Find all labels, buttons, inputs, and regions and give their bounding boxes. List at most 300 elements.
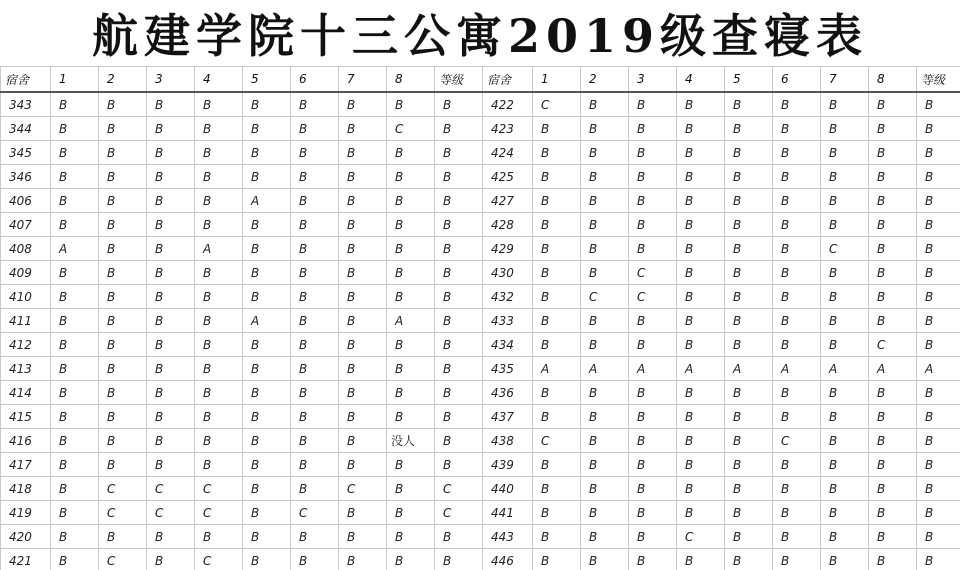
bed-rating-cell: B [869, 477, 917, 501]
bed-rating-cell: B [773, 285, 821, 309]
bed-rating-cell: B [339, 357, 387, 381]
bed-rating-cell: B [581, 477, 629, 501]
header-cell: 等级 [917, 67, 960, 92]
bed-rating-cell: B [291, 165, 339, 189]
bed-rating-cell: B [581, 453, 629, 477]
bed-rating-cell: A [195, 237, 243, 261]
bed-rating-cell: B [147, 237, 195, 261]
table-row [1, 261, 960, 285]
bed-rating-cell: B [725, 285, 773, 309]
bed-rating-cell: B [629, 237, 677, 261]
room-number-cell: 418 [1, 477, 51, 501]
table-row [1, 189, 960, 213]
grade-cell: A [917, 357, 960, 381]
bed-rating-cell: B [869, 381, 917, 405]
bed-rating-cell: B [821, 501, 869, 525]
bed-rating-cell: C [387, 117, 435, 141]
bed-rating-cell: B [387, 165, 435, 189]
bed-rating-cell: B [869, 429, 917, 453]
grade-cell: B [435, 261, 483, 285]
bed-rating-cell: B [725, 501, 773, 525]
room-number-cell: 428 [483, 213, 533, 237]
bed-rating-cell: B [581, 189, 629, 213]
bed-rating-cell: C [533, 92, 581, 117]
bed-rating-cell: B [195, 213, 243, 237]
bed-rating-cell: B [773, 237, 821, 261]
bed-rating-cell: B [387, 453, 435, 477]
grade-cell: B [917, 405, 960, 429]
bed-rating-cell: B [629, 92, 677, 117]
bed-rating-cell: B [99, 141, 147, 165]
bed-rating-cell: B [629, 117, 677, 141]
grade-cell: B [917, 549, 960, 570]
bed-rating-cell: B [725, 405, 773, 429]
bed-rating-cell: B [869, 189, 917, 213]
grade-cell: B [917, 189, 960, 213]
bed-rating-cell: C [581, 285, 629, 309]
bed-rating-cell: B [677, 92, 725, 117]
bed-rating-cell: C [533, 429, 581, 453]
bed-rating-cell: C [99, 477, 147, 501]
bed-rating-cell: B [821, 381, 869, 405]
table-row [1, 405, 960, 429]
bed-rating-cell: B [821, 525, 869, 549]
bed-rating-cell: B [291, 477, 339, 501]
bed-rating-cell: B [677, 189, 725, 213]
bed-rating-cell: B [725, 237, 773, 261]
bed-rating-cell: B [99, 381, 147, 405]
header-cell: 4 [677, 67, 725, 92]
bed-rating-cell: B [533, 117, 581, 141]
bed-rating-cell: B [581, 333, 629, 357]
bed-rating-cell: B [243, 141, 291, 165]
bed-rating-cell: B [51, 357, 99, 381]
bed-rating-cell: B [99, 309, 147, 333]
bed-rating-cell: C [629, 261, 677, 285]
bed-rating-cell: B [339, 261, 387, 285]
bed-rating-cell: B [629, 309, 677, 333]
bed-rating-cell: B [195, 117, 243, 141]
header-cell: 7 [821, 67, 869, 92]
bed-rating-cell: B [195, 405, 243, 429]
bed-rating-cell: C [195, 477, 243, 501]
grade-cell: B [917, 213, 960, 237]
bed-rating-cell: B [99, 92, 147, 117]
sheet-title: 航建学院十三公寓2019级查寝表 [0, 0, 960, 67]
grade-cell: B [917, 309, 960, 333]
table-row [1, 549, 960, 570]
bed-rating-cell: B [243, 477, 291, 501]
bed-rating-cell: C [195, 549, 243, 570]
bed-rating-cell: A [243, 189, 291, 213]
bed-rating-cell: A [677, 357, 725, 381]
grade-cell: B [917, 525, 960, 549]
room-number-cell: 429 [483, 237, 533, 261]
grade-cell: B [435, 141, 483, 165]
bed-rating-cell: B [243, 501, 291, 525]
bed-rating-cell: B [339, 429, 387, 453]
grade-cell: B [917, 92, 960, 117]
bed-rating-cell: B [533, 189, 581, 213]
bed-rating-cell: B [581, 405, 629, 429]
room-number-cell: 412 [1, 333, 51, 357]
bed-rating-cell: B [677, 285, 725, 309]
bed-rating-cell: B [387, 525, 435, 549]
bed-rating-cell: B [99, 213, 147, 237]
bed-rating-cell: B [339, 165, 387, 189]
bed-rating-cell: B [869, 141, 917, 165]
grade-cell: B [917, 261, 960, 285]
bed-rating-cell: B [581, 117, 629, 141]
room-number-cell: 413 [1, 357, 51, 381]
header-cell: 5 [243, 67, 291, 92]
bed-rating-cell: B [195, 381, 243, 405]
bed-rating-cell: B [291, 141, 339, 165]
room-number-cell: 433 [483, 309, 533, 333]
room-number-cell: 417 [1, 453, 51, 477]
bed-rating-cell: B [99, 261, 147, 285]
bed-rating-cell: B [725, 429, 773, 453]
bed-rating-cell: B [99, 165, 147, 189]
bed-rating-cell: B [339, 237, 387, 261]
room-number-cell: 406 [1, 189, 51, 213]
bed-rating-cell: B [387, 333, 435, 357]
bed-rating-cell: B [147, 213, 195, 237]
bed-rating-cell: B [869, 405, 917, 429]
bed-rating-cell: B [725, 333, 773, 357]
bed-rating-cell: B [99, 285, 147, 309]
bed-rating-cell: B [533, 309, 581, 333]
bed-rating-cell: B [533, 549, 581, 570]
grade-cell: B [435, 357, 483, 381]
bed-rating-cell: B [243, 261, 291, 285]
bed-rating-cell: B [147, 357, 195, 381]
bed-rating-cell: B [869, 261, 917, 285]
bed-rating-cell: B [99, 189, 147, 213]
bed-rating-cell: B [51, 405, 99, 429]
bed-rating-cell: C [773, 429, 821, 453]
room-number-cell: 415 [1, 405, 51, 429]
bed-rating-cell: B [773, 333, 821, 357]
room-number-cell: 343 [1, 92, 51, 117]
bed-rating-cell: B [243, 237, 291, 261]
bed-rating-cell: B [339, 501, 387, 525]
bed-rating-cell: B [581, 237, 629, 261]
grade-cell: B [917, 285, 960, 309]
room-number-cell: 425 [483, 165, 533, 189]
bed-rating-cell: B [51, 165, 99, 189]
bed-rating-cell: B [243, 357, 291, 381]
bed-rating-cell: B [291, 189, 339, 213]
bed-rating-cell: B [581, 429, 629, 453]
bed-rating-cell: B [387, 549, 435, 570]
room-number-cell: 434 [483, 333, 533, 357]
header-cell: 2 [581, 67, 629, 92]
room-number-cell: 430 [483, 261, 533, 285]
bed-rating-cell: B [51, 285, 99, 309]
grade-cell: B [435, 213, 483, 237]
grade-cell: B [435, 333, 483, 357]
grade-cell: B [917, 237, 960, 261]
bed-rating-cell: B [195, 453, 243, 477]
bed-rating-cell: B [821, 429, 869, 453]
bed-rating-cell: B [725, 213, 773, 237]
bed-rating-cell: B [533, 237, 581, 261]
bed-rating-cell: B [243, 381, 291, 405]
header-cell: 3 [147, 67, 195, 92]
bed-rating-cell: B [147, 525, 195, 549]
bed-rating-cell: B [629, 141, 677, 165]
bed-rating-cell: B [291, 357, 339, 381]
room-number-cell: 422 [483, 92, 533, 117]
bed-rating-cell: B [869, 92, 917, 117]
bed-rating-cell: B [773, 405, 821, 429]
bed-rating-cell: B [725, 453, 773, 477]
bed-rating-cell: B [725, 117, 773, 141]
room-number-cell: 421 [1, 549, 51, 570]
room-number-cell: 420 [1, 525, 51, 549]
bed-rating-cell: B [821, 92, 869, 117]
table-row [1, 429, 960, 453]
bed-rating-cell: B [533, 213, 581, 237]
room-number-cell: 344 [1, 117, 51, 141]
bed-rating-cell: C [99, 501, 147, 525]
header-cell: 宿舍 [483, 67, 533, 92]
bed-rating-cell: B [387, 261, 435, 285]
bed-rating-cell: B [147, 189, 195, 213]
bed-rating-cell: A [725, 357, 773, 381]
bed-rating-cell: B [339, 405, 387, 429]
bed-rating-cell: B [51, 477, 99, 501]
grade-cell: B [435, 525, 483, 549]
bed-rating-cell: A [773, 357, 821, 381]
room-number-cell: 414 [1, 381, 51, 405]
bed-rating-cell: B [387, 405, 435, 429]
bed-rating-cell: C [99, 549, 147, 570]
room-number-cell: 439 [483, 453, 533, 477]
bed-rating-cell: B [147, 92, 195, 117]
bed-rating-cell: B [677, 309, 725, 333]
bed-rating-cell: B [147, 261, 195, 285]
room-number-cell: 408 [1, 237, 51, 261]
table-row [1, 501, 960, 525]
bed-rating-cell: A [533, 357, 581, 381]
grade-cell: C [435, 501, 483, 525]
bed-rating-cell: B [773, 213, 821, 237]
bed-rating-cell: A [869, 357, 917, 381]
bed-rating-cell: B [291, 117, 339, 141]
bed-rating-cell: B [147, 117, 195, 141]
bed-rating-cell: B [581, 165, 629, 189]
bed-rating-cell: B [147, 453, 195, 477]
room-number-cell: 411 [1, 309, 51, 333]
bed-rating-cell: B [99, 405, 147, 429]
bed-rating-cell: B [195, 165, 243, 189]
bed-rating-cell: B [195, 189, 243, 213]
bed-rating-cell: B [629, 525, 677, 549]
bed-rating-cell: A [821, 357, 869, 381]
bed-rating-cell: B [629, 549, 677, 570]
bed-rating-cell: B [581, 92, 629, 117]
bed-rating-cell: B [51, 189, 99, 213]
bed-rating-cell: B [243, 453, 291, 477]
bed-rating-cell: B [677, 117, 725, 141]
bed-rating-cell: B [243, 92, 291, 117]
room-number-cell: 438 [483, 429, 533, 453]
grade-cell: B [435, 189, 483, 213]
bed-rating-cell: B [629, 165, 677, 189]
bed-rating-cell: B [291, 285, 339, 309]
header-cell: 1 [51, 67, 99, 92]
bed-rating-cell: B [243, 549, 291, 570]
table-row [1, 92, 960, 117]
bed-rating-cell: B [339, 285, 387, 309]
bed-rating-cell: B [629, 405, 677, 429]
header-cell: 5 [725, 67, 773, 92]
bed-rating-cell: B [629, 381, 677, 405]
table-row [1, 165, 960, 189]
grade-cell: C [435, 477, 483, 501]
bed-rating-cell: B [773, 453, 821, 477]
bed-rating-cell: B [773, 501, 821, 525]
bed-rating-cell: B [869, 453, 917, 477]
bed-rating-cell: B [773, 381, 821, 405]
bed-rating-cell: B [339, 213, 387, 237]
room-number-cell: 446 [483, 549, 533, 570]
bed-rating-cell: B [581, 525, 629, 549]
bed-rating-cell: B [243, 333, 291, 357]
room-number-cell: 424 [483, 141, 533, 165]
bed-rating-cell: B [725, 261, 773, 285]
header-cell: 8 [869, 67, 917, 92]
bed-rating-cell: B [869, 237, 917, 261]
bed-rating-cell: B [195, 357, 243, 381]
grade-cell: B [917, 501, 960, 525]
bed-rating-cell: B [725, 477, 773, 501]
bed-rating-cell: B [773, 477, 821, 501]
bed-rating-cell: B [195, 309, 243, 333]
grade-cell: B [435, 92, 483, 117]
bed-rating-cell: B [821, 549, 869, 570]
bed-rating-cell: B [773, 549, 821, 570]
bed-rating-cell: B [677, 549, 725, 570]
bed-rating-cell: B [291, 525, 339, 549]
header-cell: 7 [339, 67, 387, 92]
table-row [1, 477, 960, 501]
bed-rating-cell: B [243, 213, 291, 237]
bed-rating-cell: C [339, 477, 387, 501]
bed-rating-cell: B [533, 285, 581, 309]
bed-rating-cell: B [51, 92, 99, 117]
bed-rating-cell: B [339, 309, 387, 333]
room-number-cell: 423 [483, 117, 533, 141]
bed-rating-cell: C [821, 237, 869, 261]
bed-rating-cell: B [773, 141, 821, 165]
inspection-table [0, 67, 960, 570]
bed-rating-cell: B [725, 92, 773, 117]
bed-rating-cell: B [291, 213, 339, 237]
room-number-cell: 346 [1, 165, 51, 189]
bed-rating-cell: B [339, 549, 387, 570]
table-row [1, 117, 960, 141]
grade-cell: B [917, 117, 960, 141]
bed-rating-cell: B [869, 213, 917, 237]
bed-rating-cell: B [677, 429, 725, 453]
bed-rating-cell: B [533, 333, 581, 357]
room-number-cell: 440 [483, 477, 533, 501]
bed-rating-cell: B [773, 117, 821, 141]
bed-rating-cell: B [51, 117, 99, 141]
bed-rating-cell: B [243, 285, 291, 309]
bed-rating-cell: C [147, 477, 195, 501]
bed-rating-cell: B [51, 453, 99, 477]
grade-cell: B [435, 117, 483, 141]
bed-rating-cell: B [339, 525, 387, 549]
bed-rating-cell: B [773, 189, 821, 213]
bed-rating-cell: B [869, 165, 917, 189]
bed-rating-cell: B [821, 189, 869, 213]
bed-rating-cell: B [387, 189, 435, 213]
room-number-cell: 435 [483, 357, 533, 381]
bed-rating-cell: B [387, 213, 435, 237]
bed-rating-cell: B [821, 141, 869, 165]
table-row [1, 141, 960, 165]
bed-rating-cell: B [51, 549, 99, 570]
bed-rating-cell: B [243, 525, 291, 549]
bed-rating-cell: B [773, 261, 821, 285]
bed-rating-cell: B [147, 405, 195, 429]
bed-rating-cell: B [677, 405, 725, 429]
header-cell: 3 [629, 67, 677, 92]
bed-rating-cell: B [291, 309, 339, 333]
header-cell: 6 [291, 67, 339, 92]
bed-rating-cell: B [99, 525, 147, 549]
bed-rating-cell: B [581, 549, 629, 570]
bed-rating-cell: B [99, 429, 147, 453]
table-row [1, 285, 960, 309]
bed-rating-cell: B [725, 549, 773, 570]
bed-rating-cell: B [195, 525, 243, 549]
grade-cell: B [917, 429, 960, 453]
bed-rating-cell: B [821, 213, 869, 237]
bed-rating-cell: C [147, 501, 195, 525]
grade-cell: B [435, 549, 483, 570]
grade-cell: B [435, 453, 483, 477]
bed-rating-cell: B [195, 261, 243, 285]
bed-rating-cell: B [821, 405, 869, 429]
grade-cell: B [435, 309, 483, 333]
room-number-cell: 409 [1, 261, 51, 285]
bed-rating-cell: B [147, 333, 195, 357]
header-cell: 1 [533, 67, 581, 92]
bed-rating-cell: B [533, 453, 581, 477]
bed-rating-cell: B [339, 141, 387, 165]
header-cell: 宿舍 [1, 67, 51, 92]
bed-rating-cell: C [291, 501, 339, 525]
bed-rating-cell: 没人 [387, 429, 435, 453]
bed-rating-cell: B [99, 333, 147, 357]
bed-rating-cell: B [339, 117, 387, 141]
bed-rating-cell: B [291, 549, 339, 570]
bed-rating-cell: B [581, 261, 629, 285]
bed-rating-cell: B [339, 453, 387, 477]
grade-cell: B [435, 429, 483, 453]
bed-rating-cell: B [387, 501, 435, 525]
bed-rating-cell: B [533, 165, 581, 189]
bed-rating-cell: B [51, 141, 99, 165]
table-row [1, 453, 960, 477]
grade-cell: B [435, 237, 483, 261]
